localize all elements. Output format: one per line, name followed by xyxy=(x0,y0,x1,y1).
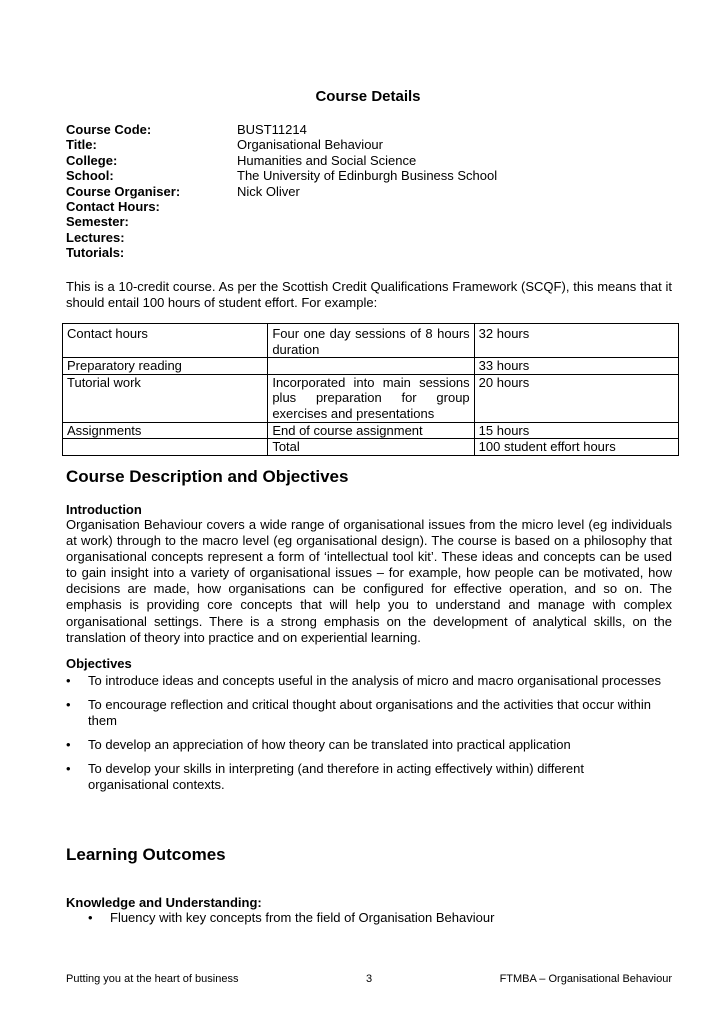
list-item xyxy=(66,673,666,689)
credit-intro-paragraph: This is a 10-credit course. As per the Scottish Credit Qualifications Framework (SCQF), this means that it should entail 100 hours of student effort. For example: xyxy=(66,279,672,311)
list-item xyxy=(88,910,494,926)
detail-row xyxy=(66,230,497,245)
hours-cell: 15 hours xyxy=(474,422,678,439)
table-row xyxy=(63,422,679,439)
objectives-list xyxy=(66,673,666,801)
detail-label: Title: xyxy=(66,137,97,153)
description-cell xyxy=(268,358,474,375)
bullet-icon: • xyxy=(66,761,71,776)
table-row xyxy=(63,439,679,456)
hours-cell: 33 hours xyxy=(474,358,678,375)
activity-cell: Preparatory reading xyxy=(63,358,268,375)
detail-row xyxy=(66,168,497,183)
detail-value: Humanities and Social Science xyxy=(237,152,417,168)
detail-row xyxy=(66,122,497,137)
student-effort-table xyxy=(62,323,679,456)
hours-cell: 100 student effort hours xyxy=(474,439,678,456)
knowledge-understanding-heading: Knowledge and Understanding: xyxy=(66,895,262,910)
detail-label: Course Organiser: xyxy=(66,183,181,199)
objective-text: To develop an appreciation of how theory can be translated into practical application xyxy=(88,737,571,752)
detail-row xyxy=(66,137,497,152)
detail-value: Organisational Behaviour xyxy=(237,137,383,153)
course-details-list xyxy=(66,122,497,261)
introduction-paragraph: Organisation Behaviour covers a wide range of organisational issues from the micro level (eg individuals at work) through to the macro level (eg organisational design). The course is based on a philosophy that organisational concepts represent a form of ‘intellectual tool kit’. These ideas and concepts can be used to gain insight into a variety of organisational issues – for example, how people can be motivated, how decisions are made, how organisations can be configured for effective operation, and so on. The emphasis is providing core concepts that will help you to understand and manage with complex organisational settings. There is a strong emphasis on the development of analytical skills, on the translation of theory into practice and on experiential learning. xyxy=(66,517,672,645)
description-cell: Total xyxy=(268,439,474,456)
detail-value: Nick Oliver xyxy=(237,183,300,199)
objective-text: To develop your skills in interpreting (and therefore in acting effectively within) different organisational contexts. xyxy=(88,761,584,792)
detail-label: College: xyxy=(66,152,118,168)
list-item xyxy=(66,761,666,793)
detail-label: School: xyxy=(66,168,114,184)
bullet-icon: • xyxy=(88,910,93,925)
section-heading-learning-outcomes: Learning Outcomes xyxy=(66,845,226,864)
detail-label: Tutorials: xyxy=(66,245,125,261)
objectives-heading: Objectives xyxy=(66,656,132,671)
hours-cell: 20 hours xyxy=(474,374,678,422)
detail-value: The University of Edinburgh Business School xyxy=(237,168,498,184)
footer-right: FTMBA – Organisational Behaviour xyxy=(499,973,672,985)
detail-label: Semester: xyxy=(66,214,129,230)
activity-cell: Assignments xyxy=(63,422,268,439)
activity-cell: Contact hours xyxy=(63,324,268,358)
table-row xyxy=(63,374,679,422)
list-item xyxy=(66,697,666,729)
detail-row xyxy=(66,199,497,214)
list-item xyxy=(66,737,666,753)
page-title: Course Details xyxy=(315,88,421,105)
detail-value: BUST11214 xyxy=(237,122,307,137)
detail-row xyxy=(66,153,497,168)
footer-page-number: 3 xyxy=(366,973,373,985)
table-row xyxy=(63,358,679,375)
bullet-icon: • xyxy=(66,697,71,712)
detail-label: Lectures: xyxy=(66,229,125,245)
table-row xyxy=(63,324,679,358)
activity-cell xyxy=(63,439,268,456)
hours-cell: 32 hours xyxy=(474,324,678,358)
detail-row xyxy=(66,245,497,260)
detail-row xyxy=(66,184,497,199)
section-heading-course-description: Course Description and Objectives xyxy=(66,467,349,486)
objective-text: To encourage reflection and critical thought about organisations and the activities that occur within them xyxy=(88,697,651,728)
detail-label: Course Code: xyxy=(66,122,152,137)
introduction-heading: Introduction xyxy=(66,502,142,517)
activity-cell: Tutorial work xyxy=(63,374,268,422)
detail-row xyxy=(66,214,497,229)
detail-label: Contact Hours: xyxy=(66,198,160,214)
description-cell: Four one day sessions of 8 hours duration xyxy=(268,324,474,358)
outcome-text: Fluency with key concepts from the field of Organisation Behaviour xyxy=(110,910,495,925)
bullet-icon: • xyxy=(66,737,71,752)
objective-text: To introduce ideas and concepts useful in the analysis of micro and macro organisational processes xyxy=(88,673,662,688)
description-cell: Incorporated into main sessions plus preparation for group exercises and presentations xyxy=(268,374,474,422)
bullet-icon: • xyxy=(66,673,71,688)
description-cell: End of course assignment xyxy=(268,422,474,439)
footer-left: Putting you at the heart of business xyxy=(66,973,239,985)
